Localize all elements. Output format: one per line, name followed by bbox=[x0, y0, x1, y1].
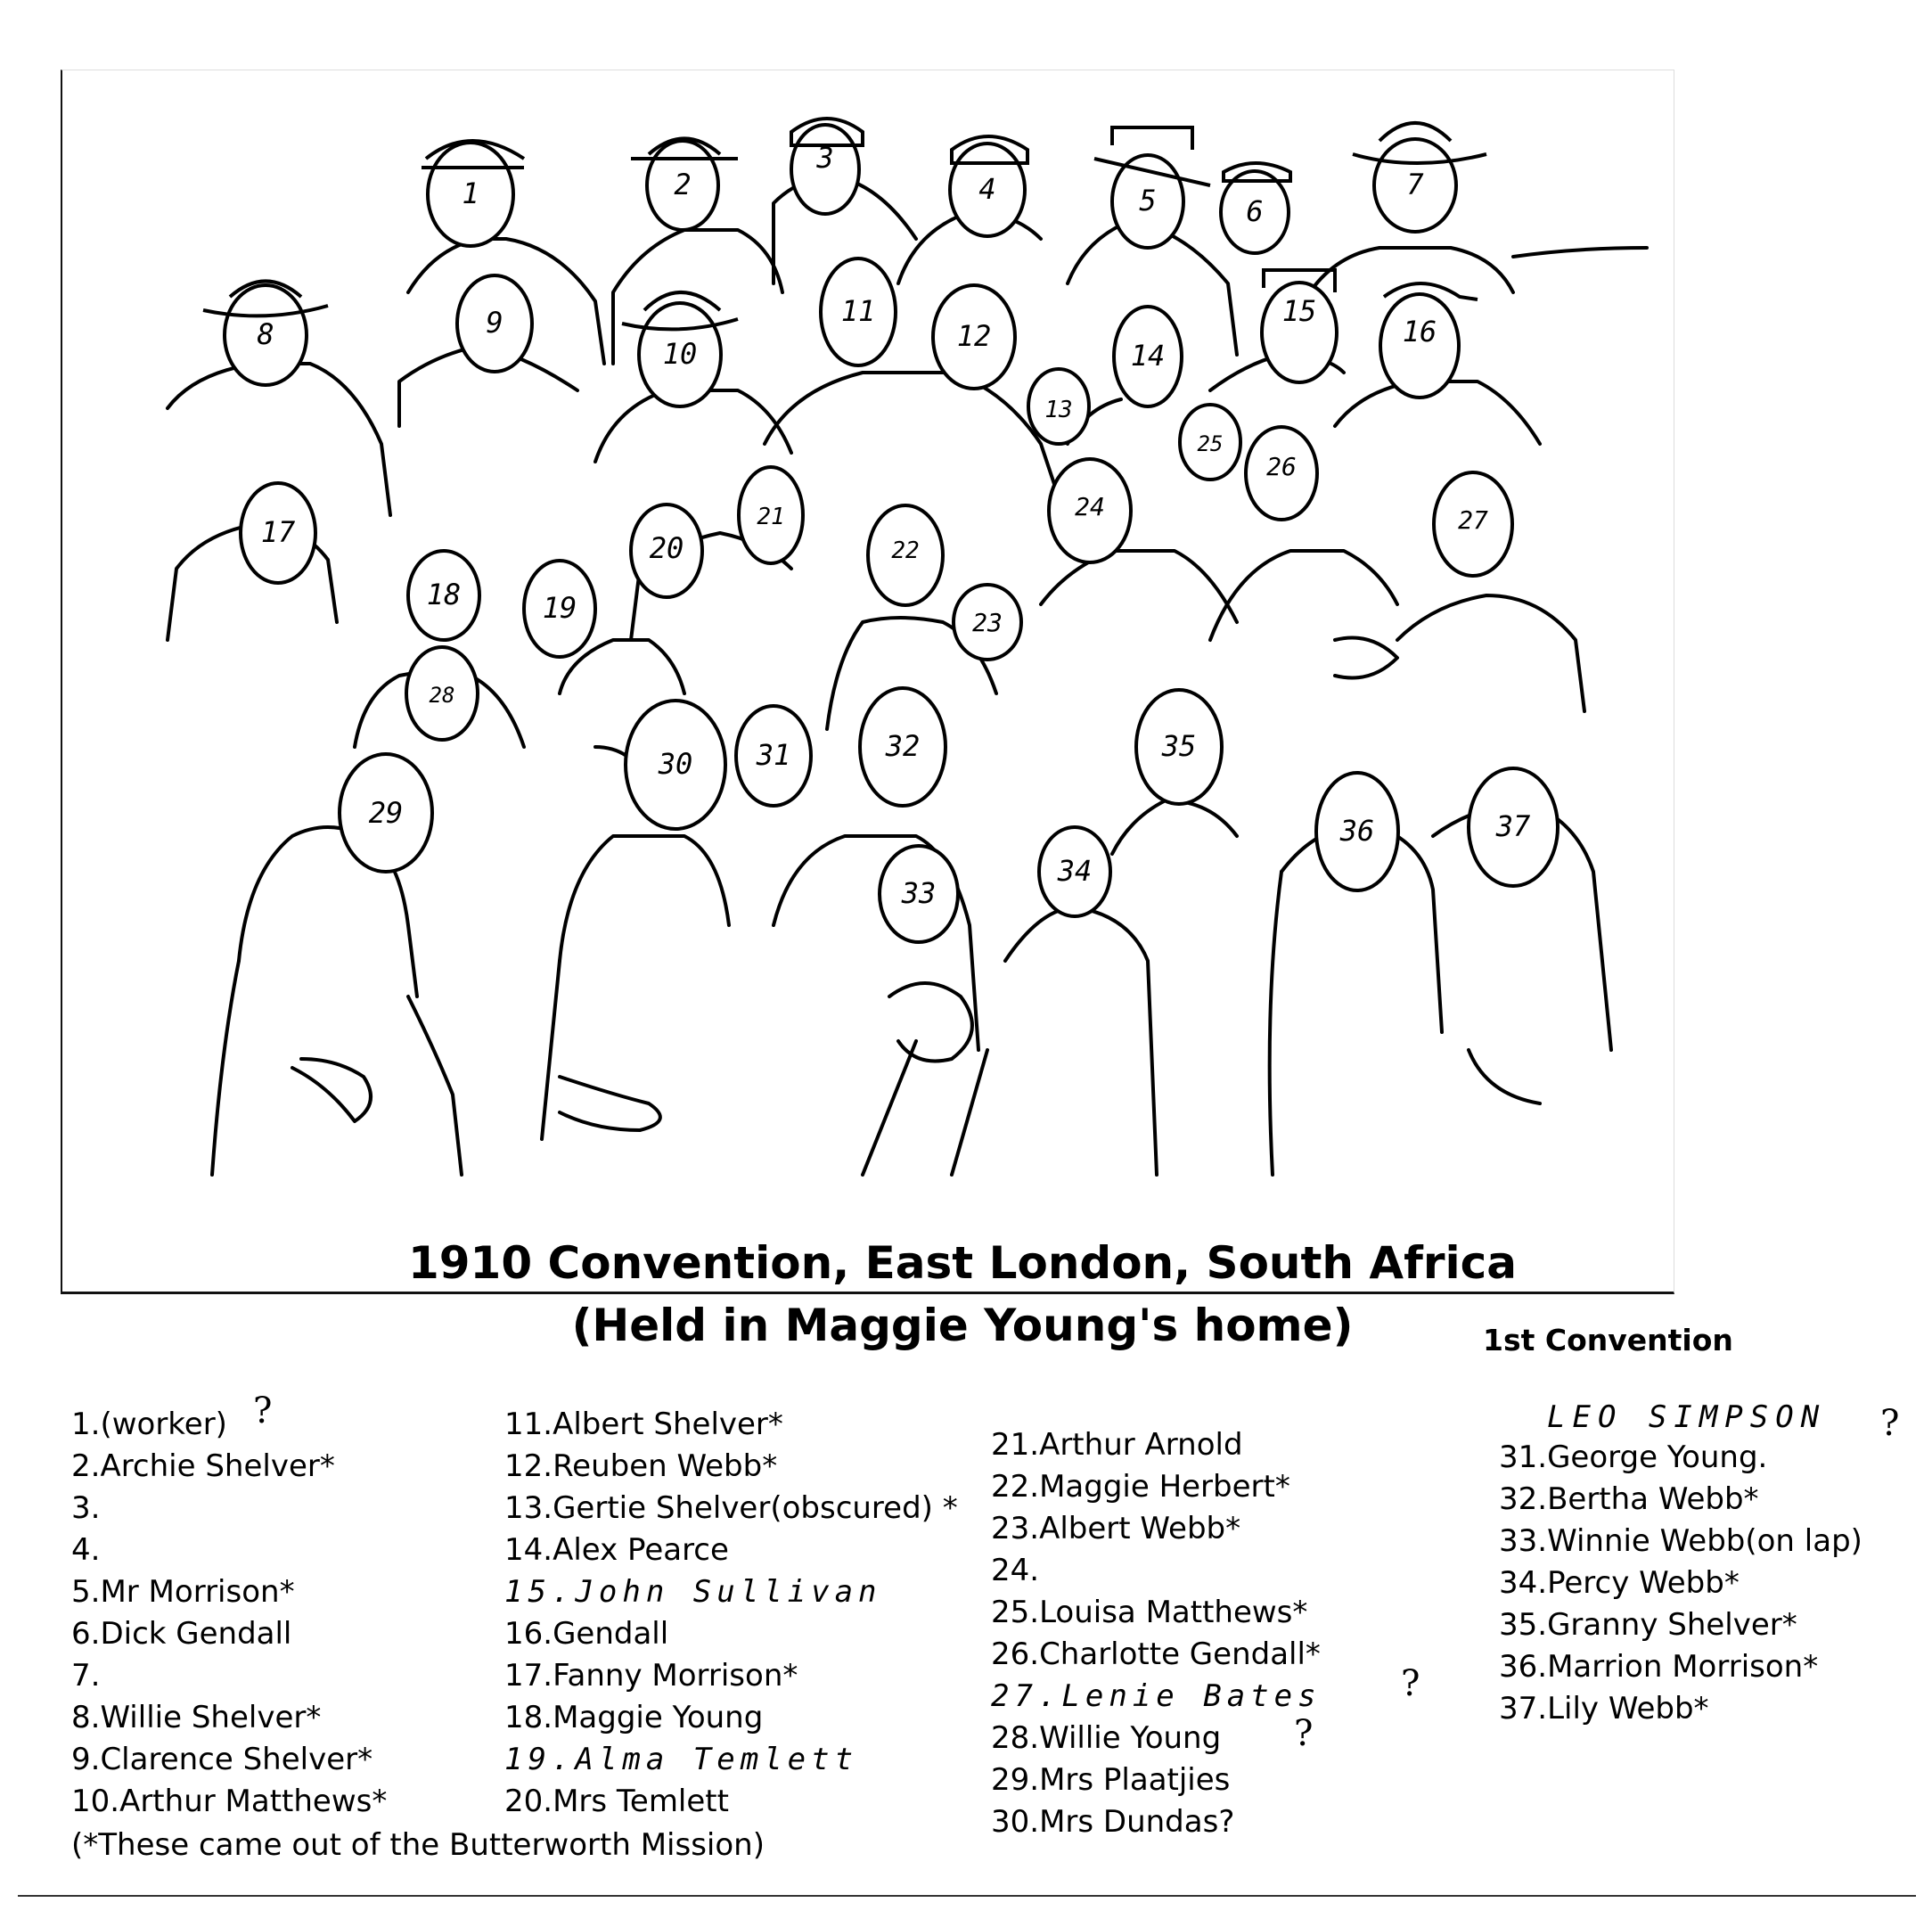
legend-entry: 32.Bertha Webb* bbox=[1499, 1481, 1759, 1517]
fig-num-13: 13 bbox=[1044, 397, 1073, 423]
fig-num-11: 11 bbox=[840, 294, 876, 328]
legend-entry: 11.Albert Shelver* bbox=[504, 1407, 783, 1442]
fig-num-28: 28 bbox=[429, 683, 455, 708]
fig-num-3: 3 bbox=[816, 141, 834, 175]
legend-entry: 17.Fanny Morrison* bbox=[504, 1658, 798, 1694]
legend-entry: 4. bbox=[71, 1532, 101, 1568]
group-sketch bbox=[61, 70, 1674, 1246]
legend-entry: 37.Lily Webb* bbox=[1499, 1691, 1709, 1726]
fig-num-9: 9 bbox=[486, 306, 503, 340]
fig-num-7: 7 bbox=[1406, 168, 1424, 201]
footnote: (*These came out of the Butterworth Mission) bbox=[71, 1827, 765, 1863]
legend-entry: 9.Clarence Shelver* bbox=[71, 1742, 373, 1777]
fig-num-20: 20 bbox=[649, 531, 684, 565]
legend-entry: 26.Charlotte Gendall* bbox=[991, 1636, 1321, 1672]
first-convention-note: 1st Convention bbox=[1483, 1323, 1733, 1357]
legend-entry: 16.Gendall bbox=[504, 1616, 669, 1652]
legend-entry: 18.Maggie Young bbox=[504, 1700, 764, 1735]
legend-entry: 6.Dick Gendall bbox=[71, 1616, 292, 1652]
question-mark: ? bbox=[253, 1390, 273, 1431]
legend-entry-handwritten: 27.Lenie Bates bbox=[991, 1678, 1322, 1714]
fig-num-19: 19 bbox=[542, 591, 577, 625]
legend-entry: 1.(worker) bbox=[71, 1407, 227, 1442]
fig-num-17: 17 bbox=[260, 515, 296, 549]
fig-num-5: 5 bbox=[1139, 184, 1157, 217]
legend-entry: 28.Willie Young bbox=[991, 1720, 1222, 1756]
fig-num-30: 30 bbox=[658, 747, 693, 781]
fig-num-1: 1 bbox=[462, 176, 479, 210]
legend-entry: 3. bbox=[71, 1490, 101, 1526]
fig-num-31: 31 bbox=[756, 738, 791, 772]
legend-entry: 24. bbox=[991, 1553, 1040, 1588]
bottom-rule bbox=[18, 1895, 1916, 1897]
fig-num-6: 6 bbox=[1246, 194, 1264, 228]
fig-num-29: 29 bbox=[368, 796, 404, 830]
handwritten-leo-simpson: LEO SIMPSON bbox=[1547, 1399, 1827, 1435]
legend-column-3 bbox=[991, 1424, 1322, 1843]
legend-entry: 2.Archie Shelver* bbox=[71, 1448, 335, 1484]
legend-entry: 29.Mrs Plaatjies bbox=[991, 1762, 1231, 1798]
subtitle: (Held in Maggie Young's home) bbox=[571, 1300, 1354, 1351]
title: 1910 Convention, East London, South Africa bbox=[407, 1237, 1518, 1289]
legend-entry: 22.Maggie Herbert* bbox=[991, 1469, 1290, 1505]
fig-num-22: 22 bbox=[891, 537, 920, 564]
fig-num-18: 18 bbox=[426, 578, 462, 611]
legend-entry: 30.Mrs Dundas? bbox=[991, 1804, 1235, 1840]
legend-entry: 25.Louisa Matthews* bbox=[991, 1595, 1308, 1630]
fig-num-37: 37 bbox=[1495, 809, 1531, 843]
fig-num-32: 32 bbox=[885, 729, 921, 763]
legend-entry: 36.Marrion Morrison* bbox=[1499, 1649, 1819, 1685]
fig-num-33: 33 bbox=[901, 876, 937, 910]
fig-num-24: 24 bbox=[1075, 492, 1105, 521]
fig-num-23: 23 bbox=[972, 608, 1003, 637]
fig-num-21: 21 bbox=[757, 504, 785, 530]
legend-entry: 10.Arthur Matthews* bbox=[71, 1784, 388, 1819]
legend-entry: 13.Gertie Shelver(obscured) * bbox=[504, 1490, 958, 1526]
fig-num-35: 35 bbox=[1161, 729, 1197, 763]
fig-num-16: 16 bbox=[1402, 315, 1437, 349]
question-mark: ? bbox=[1401, 1663, 1420, 1704]
legend-entry: 23.Albert Webb* bbox=[991, 1511, 1241, 1546]
legend-entry-handwritten: 19.Alma Temlett bbox=[504, 1742, 859, 1777]
legend-entry: 21.Arthur Arnold bbox=[991, 1427, 1243, 1463]
question-mark: ? bbox=[1880, 1403, 1900, 1444]
legend-entry: 12.Reuben Webb* bbox=[504, 1448, 778, 1484]
legend-entry: 5.Mr Morrison* bbox=[71, 1574, 295, 1610]
legend-entry: 8.Willie Shelver* bbox=[71, 1700, 322, 1735]
fig-num-34: 34 bbox=[1057, 854, 1093, 888]
fig-num-2: 2 bbox=[674, 168, 692, 201]
legend-entry: 33.Winnie Webb(on lap) bbox=[1499, 1523, 1862, 1559]
fig-num-12: 12 bbox=[956, 319, 992, 353]
fig-num-15: 15 bbox=[1281, 294, 1317, 328]
fig-num-8: 8 bbox=[257, 317, 274, 351]
legend-column-4 bbox=[1499, 1437, 1862, 1730]
legend-entry: 7. bbox=[71, 1658, 101, 1694]
legend-entry: 20.Mrs Temlett bbox=[504, 1784, 729, 1819]
legend-entry: 35.Granny Shelver* bbox=[1499, 1607, 1797, 1643]
legend-column-1 bbox=[71, 1404, 387, 1823]
legend-entry: 14.Alex Pearce bbox=[504, 1532, 729, 1568]
question-mark: ? bbox=[1294, 1713, 1314, 1754]
fig-num-25: 25 bbox=[1197, 431, 1224, 456]
legend-entry-handwritten: 15.John Sullivan bbox=[504, 1574, 882, 1610]
legend-entry: 34.Percy Webb* bbox=[1499, 1565, 1740, 1601]
fig-num-36: 36 bbox=[1339, 814, 1375, 848]
fig-num-14: 14 bbox=[1130, 339, 1166, 373]
fig-num-27: 27 bbox=[1458, 505, 1488, 535]
fig-num-4: 4 bbox=[978, 172, 996, 206]
legend-column-2 bbox=[504, 1404, 958, 1823]
legend-entry: 31.George Young. bbox=[1499, 1439, 1768, 1475]
fig-num-26: 26 bbox=[1266, 452, 1297, 481]
fig-num-10: 10 bbox=[662, 337, 698, 371]
